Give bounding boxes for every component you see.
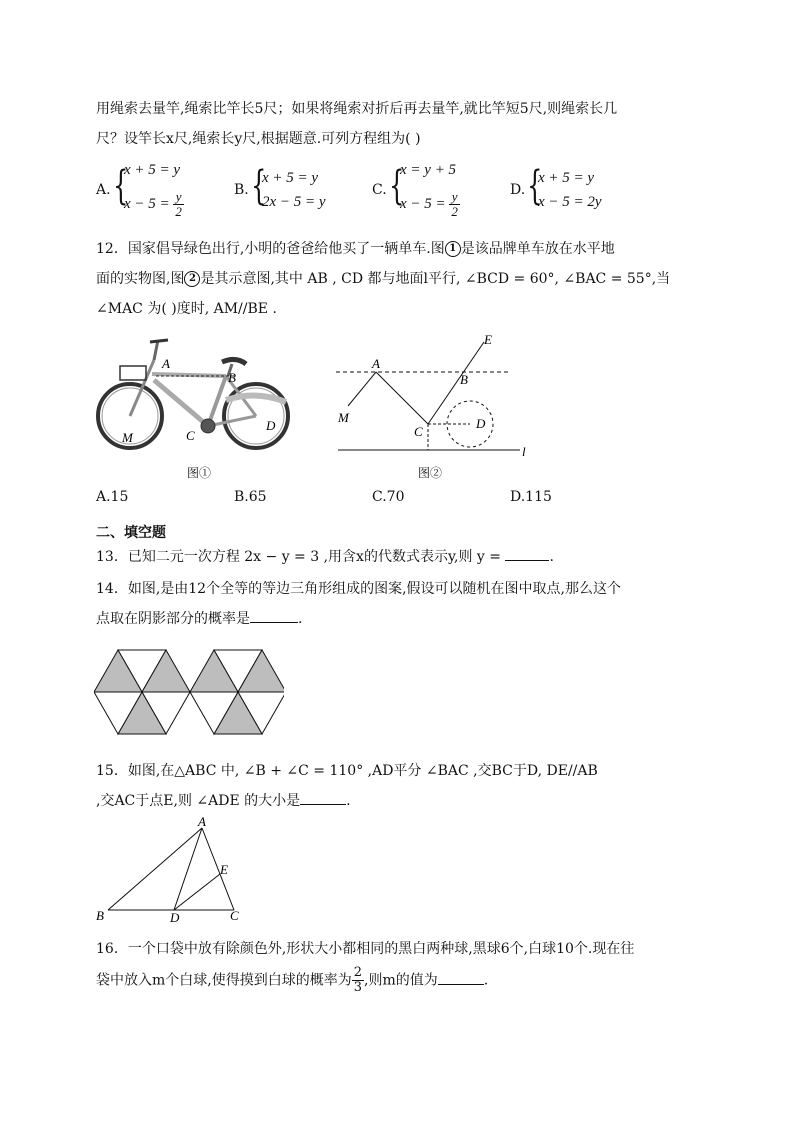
- q12-line1: 12．国家倡导绿色出行,小明的爸爸给他买了一辆单车.图 1 是该品牌单车放在水平地: [96, 241, 615, 257]
- section-heading: 二、填空题: [96, 525, 166, 541]
- bicycle-figure: [96, 330, 296, 464]
- brace: {: [389, 163, 405, 209]
- answer-blank: [250, 610, 298, 623]
- q11-line1: 用绳索去量竿,绳索比竿长5尺；如果将绳索对折后再去量竿,就比竿短5尺,则绳索长几: [96, 101, 618, 117]
- label-c: C: [186, 428, 195, 443]
- q12-option-a[interactable]: A.15: [96, 489, 129, 505]
- option-label: D.: [510, 182, 526, 198]
- q16-line2: 袋中放入m个白球,使得摸到白球的概率为 $\frac{2}{3}$ ,则m的值为 .: [96, 965, 489, 995]
- hexagon-pattern-figure: [94, 636, 284, 748]
- label-l: l: [522, 444, 526, 459]
- q12-option-b[interactable]: B.65: [234, 489, 267, 505]
- bicycle-diagram: [334, 330, 534, 464]
- q15-line2: ,交AC于点E,则 ∠ADE 的大小是 .: [96, 793, 351, 809]
- q12-line3: ∠MAC 为( )度时, AM//BE .: [96, 301, 277, 317]
- q14-line1: 14．如图,是由12个全等的等边三角形组成的图案,假设可以随机在图中取点,那么这个: [96, 581, 621, 597]
- circled-number-2: 2: [184, 271, 200, 287]
- brace: {: [527, 163, 543, 209]
- q12-option-c[interactable]: C.70: [372, 489, 405, 505]
- q12-line2: 面的实物图,图 2 是其示意图,其中 AB , CD 都与地面l平行, ∠BCD = 60°, ∠BAC = 55°,当: [96, 271, 671, 287]
- label-b: B: [96, 908, 104, 923]
- brace: {: [113, 163, 129, 209]
- label-m: M: [122, 430, 133, 445]
- label-d: D: [266, 418, 276, 433]
- q14-line2: 点取在阴影部分的概率是 .: [96, 611, 303, 627]
- q12-option-d[interactable]: D.115: [510, 489, 552, 505]
- equation-2: x − 5 = 2y: [538, 194, 602, 210]
- label-a: A: [372, 356, 380, 371]
- answer-blank: [505, 548, 549, 561]
- option-label: A.: [96, 182, 111, 198]
- q11-option-b[interactable]: [234, 160, 344, 224]
- q16-line1: 16．一个口袋中放有除颜色外,形状大小都相同的黑白两种球,黑球6个,白球10个.现在往: [96, 941, 635, 957]
- answer-blank: [300, 792, 346, 805]
- label-e: E: [220, 862, 228, 877]
- brace: {: [251, 163, 267, 209]
- q11-option-c[interactable]: [372, 160, 482, 224]
- label-m: M: [338, 410, 349, 425]
- triangle-figure: [94, 814, 254, 926]
- label-a: A: [162, 356, 170, 371]
- equation-1: x = y + 5: [400, 162, 457, 178]
- q13-text: 13．已知二元一次方程 2x − y = 3 ,用含x的代数式表示y,则 y = .: [96, 549, 554, 565]
- q11-option-a[interactable]: [96, 160, 206, 224]
- fraction: $\frac{2}{3}$: [353, 965, 363, 995]
- label-d: D: [170, 910, 180, 925]
- fig2-caption: 图②: [418, 466, 443, 480]
- q11-line2: 尺？设竿长x尺,绳索长y尺,根据题意.可列方程组为( ): [96, 131, 421, 147]
- label-c: C: [414, 424, 423, 439]
- label-a: A: [198, 814, 206, 829]
- equation-2: x − 5 = $\frac{y}{2}$: [400, 189, 458, 219]
- equation-1: x + 5 = y: [124, 162, 181, 178]
- q11-option-d[interactable]: [510, 160, 630, 224]
- label-d: D: [476, 416, 486, 431]
- label-c: C: [230, 908, 239, 923]
- option-label: C.: [372, 182, 387, 198]
- label-e: E: [484, 332, 492, 347]
- fig1-caption: 图①: [187, 466, 212, 480]
- equation-2: 2x − 5 = y: [262, 194, 326, 210]
- label-b: B: [228, 370, 236, 385]
- circled-number-1: 1: [445, 241, 461, 257]
- q15-line1: 15．如图,在△ABC 中, ∠B + ∠C = 110° ,AD平分 ∠BAC ,交BC于D, DE//AB: [96, 763, 598, 779]
- option-label: B.: [234, 182, 249, 198]
- answer-blank: [438, 972, 484, 985]
- equation-1: x + 5 = y: [538, 170, 595, 186]
- equation-2: x − 5 = $\frac{y}{2}$: [124, 189, 182, 219]
- label-b: B: [460, 372, 468, 387]
- equation-1: x + 5 = y: [262, 170, 319, 186]
